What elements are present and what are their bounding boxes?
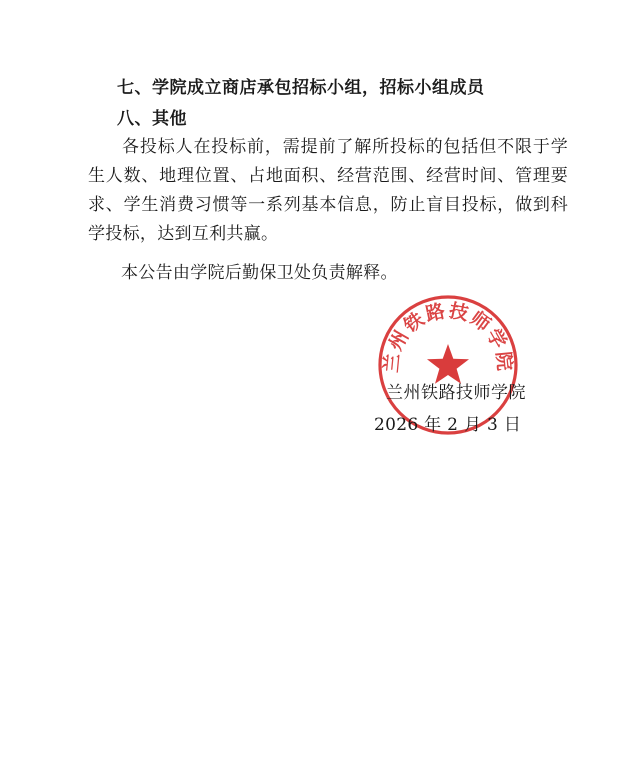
section-heading-8: 八、其他 (117, 109, 187, 129)
paragraph-interpretation: 本公告由学院后勤保卫处负责解释。 (121, 263, 398, 283)
signature-date: 2026 年 2 月 3 日 (374, 415, 522, 435)
paragraph-bidder-notice: 各投标人在投标前，需提前了解所投标的包括但不限于学生人数、地理位置、占地面积、经营范围、经营时间、管理要求、学生消费习惯等一系列基本信息，防止盲目投标，做到科学投标，达到互利共赢。 (88, 137, 568, 244)
section-heading-7: 七、学院成立商店承包招标小组，招标小组成员 (117, 78, 485, 98)
signature-organization: 兰州铁路技师学院 (386, 383, 526, 403)
seal-arc-text: 兰州铁路技师学院 (380, 299, 516, 374)
